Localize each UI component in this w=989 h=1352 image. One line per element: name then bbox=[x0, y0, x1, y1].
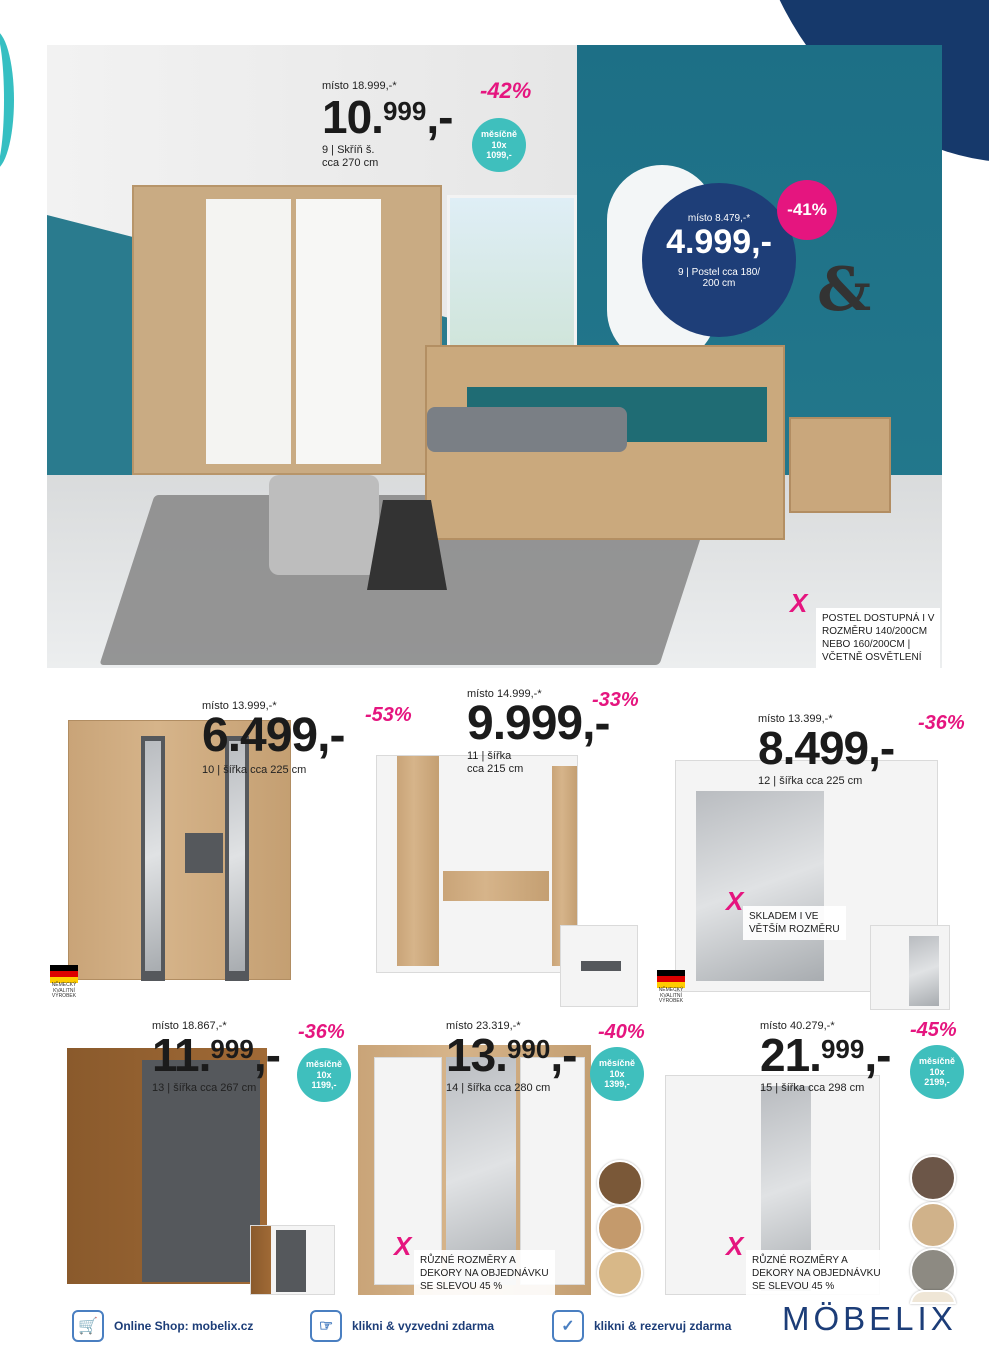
product-offer-15 bbox=[760, 1020, 890, 1095]
offer-desc bbox=[322, 144, 452, 170]
product-offer-14 bbox=[446, 1020, 576, 1095]
color-swatch bbox=[910, 1155, 956, 1201]
wardrobe-interior-thumbnail bbox=[250, 1225, 335, 1295]
shop-url[interactable]: mobelix.cz bbox=[192, 1319, 254, 1333]
hero-bed bbox=[425, 345, 785, 540]
hand-reserve-icon: ✓ bbox=[552, 1310, 584, 1342]
monthly-installment-badge: měsíčně 10x 1099,- bbox=[472, 118, 526, 172]
note-x-mark: X bbox=[726, 1231, 744, 1261]
was-price: místo 18.999,-* bbox=[322, 80, 397, 92]
offer-price: 21.$^{999}$,- bbox=[760, 1029, 891, 1081]
offer-desc: 14 | šířka cca 280 cm bbox=[446, 1082, 551, 1094]
offer-price: 4.999,- bbox=[666, 223, 772, 261]
offer-desc: 13 | šířka cca 267 cm bbox=[152, 1082, 257, 1094]
hero-wardrobe-offer bbox=[322, 80, 452, 170]
offer-desc: 10 | šířka cca 225 cm bbox=[202, 764, 307, 776]
offer-desc: 12 | šířka cca 225 cm bbox=[758, 775, 863, 787]
note-x-mark: X bbox=[726, 886, 744, 916]
price-main: 10. bbox=[322, 91, 383, 143]
color-swatch bbox=[597, 1250, 643, 1296]
brand-logo: MÖBELIX bbox=[782, 1300, 957, 1337]
wardrobe-image bbox=[376, 755, 578, 973]
hero-nightstand bbox=[789, 417, 891, 513]
offer-desc: 200 cm bbox=[702, 278, 736, 290]
monthly-installment-badge: měsíčně 10x 1399,- bbox=[590, 1047, 644, 1101]
offer-desc: 11 | šířka cca 215 cm bbox=[467, 750, 524, 776]
wardrobe-thumbnail bbox=[560, 925, 638, 1007]
wardrobe-thumbnail bbox=[870, 925, 950, 1010]
availability-note: POSTEL DOSTUPNÁ I V ROZMĚRU 140/200CM NEBO 160/200CM | VČETNĚ OSVĚTLENÍ bbox=[816, 608, 940, 668]
was-price: místo 40.279,-* bbox=[760, 1020, 835, 1032]
was-price: místo 18.867,-* bbox=[152, 1020, 227, 1032]
desc-line: cca 270 cm bbox=[322, 157, 379, 170]
monthly-installment-badge: měsíčně 10x 2199,- bbox=[910, 1045, 964, 1099]
price-sup: 999 bbox=[382, 96, 427, 126]
online-shop-link[interactable]: 🛒 Online Shop: mobelix.cz bbox=[72, 1310, 253, 1342]
pickup-link[interactable]: ☞ klikni & vyzvedni zdarma bbox=[310, 1310, 494, 1342]
order-note: RŮZNÉ ROZMĚRY A DEKORY NA OBJEDNÁVKU SE SLEVOU 45 % bbox=[414, 1250, 555, 1297]
was-price: místo 13.399,-* bbox=[758, 713, 833, 725]
discount-badge: -41% bbox=[777, 180, 837, 240]
wardrobe-door bbox=[206, 199, 291, 464]
discount-badge: -42% bbox=[480, 78, 532, 103]
was-price: místo 13.999,-* bbox=[202, 700, 277, 712]
cart-icon: 🛒 bbox=[72, 1310, 104, 1342]
product-offer-10 bbox=[202, 700, 344, 777]
offer-price: 8.499,- bbox=[758, 722, 895, 774]
reserve-link[interactable]: ✓ klikni & rezervuj zdarma bbox=[552, 1310, 731, 1342]
offer-price: 9.999,- bbox=[467, 697, 610, 750]
was-price: místo 8.479,-* bbox=[687, 213, 751, 224]
note-x-mark: X bbox=[394, 1231, 412, 1261]
color-swatch bbox=[597, 1160, 643, 1206]
discount-badge: -36% bbox=[298, 1021, 345, 1043]
discount-badge: -36% bbox=[918, 712, 965, 734]
discount-badge: -40% bbox=[598, 1021, 645, 1043]
offer-desc: 9 | Postel cca 180/ bbox=[677, 267, 761, 279]
offer-price bbox=[322, 91, 453, 143]
desc-line: 9 | Skříň š. bbox=[322, 144, 375, 156]
product-offer-12 bbox=[758, 713, 894, 788]
product-offer-13 bbox=[152, 1020, 280, 1095]
hand-click-icon: ☞ bbox=[310, 1310, 342, 1342]
offer-price: 6.499,- bbox=[202, 709, 345, 762]
left-arc-decoration bbox=[0, 30, 14, 170]
product-offer-11 bbox=[467, 688, 609, 776]
ampersand-decor: & bbox=[817, 255, 872, 325]
color-swatch bbox=[910, 1248, 956, 1294]
bed-blanket bbox=[427, 407, 627, 452]
was-price: místo 23.319,-* bbox=[446, 1020, 521, 1032]
note-x-mark: X bbox=[790, 588, 808, 618]
price-tail: ,- bbox=[426, 91, 453, 143]
wardrobe-door bbox=[296, 199, 381, 464]
bed-offer-circle bbox=[642, 183, 796, 337]
color-swatch bbox=[910, 1202, 956, 1248]
color-swatch bbox=[597, 1205, 643, 1251]
german-quality-flag: NĚMECKÝ KVALITNÍ VÝROBEK bbox=[657, 970, 685, 1005]
discount-badge: -53% bbox=[365, 704, 412, 726]
discount-badge: -45% bbox=[910, 1019, 957, 1041]
availability-note: SKLADEM I VE VĚTŠÍM ROZMĚRU bbox=[743, 906, 846, 940]
was-price: místo 14.999,-* bbox=[467, 688, 542, 700]
discount-badge: -33% bbox=[592, 689, 639, 711]
german-quality-flag: NĚMECKÝ KVALITNÍ VÝROBEK bbox=[50, 965, 78, 1000]
hero-pouf bbox=[269, 475, 379, 575]
hero-wardrobe bbox=[132, 185, 442, 475]
offer-price: 13.$^{990}$,- bbox=[446, 1029, 577, 1081]
offer-price: 11.$^{999}$,- bbox=[152, 1029, 280, 1081]
monthly-installment-badge: měsíčně 10x 1199,- bbox=[297, 1048, 351, 1102]
order-note: RŮZNÉ ROZMĚRY A DEKORY NA OBJEDNÁVKU SE SLEVOU 45 % bbox=[746, 1250, 887, 1297]
offer-desc: 15 | šířka cca 298 cm bbox=[760, 1082, 865, 1094]
